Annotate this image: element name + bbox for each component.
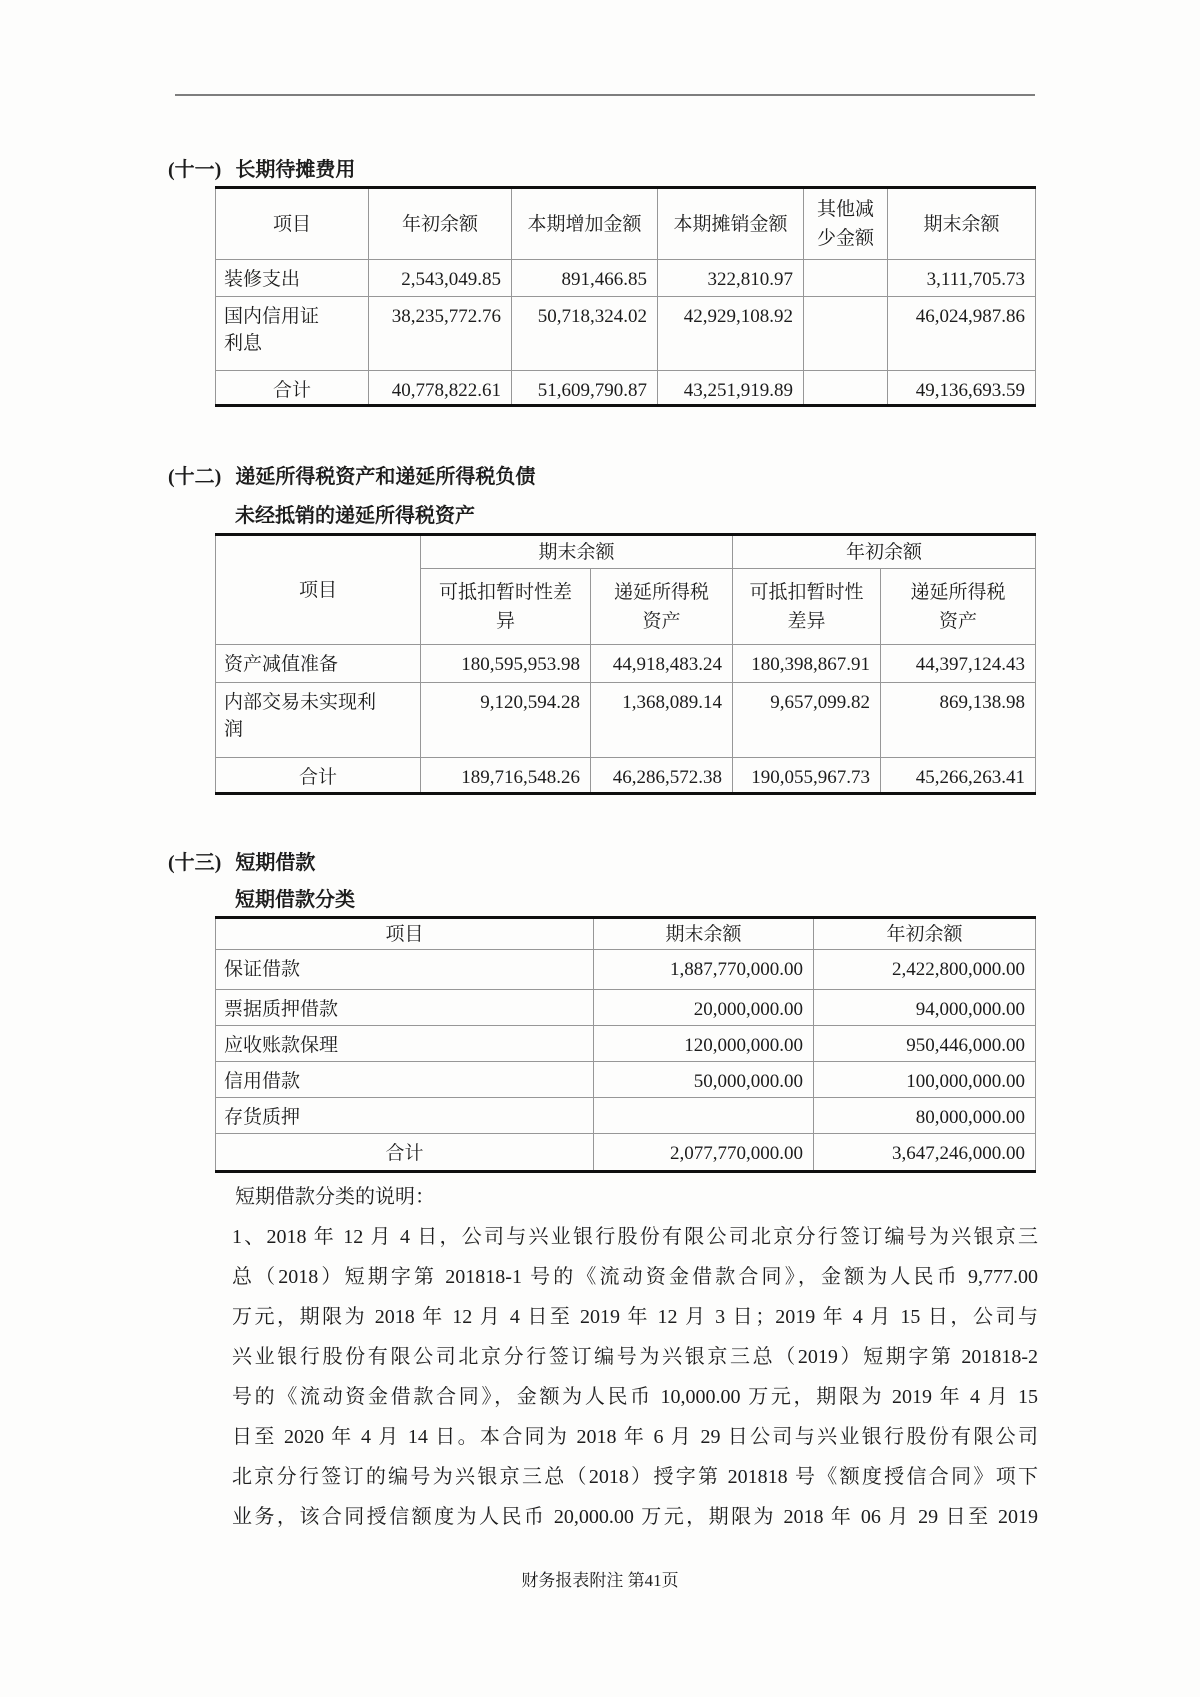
table-group-header-row	[216, 535, 1036, 569]
col-header-period-increase: 本期增加金额	[512, 188, 658, 260]
col-header-closing-balance: 期末余额	[888, 188, 1036, 260]
long-term-deferred-expenses-table	[215, 186, 1036, 407]
group-header-closing-balance: 期末余额	[421, 535, 733, 569]
row-label: 内部交易未实现利润	[216, 683, 421, 758]
col-header-period-amortization: 本期摊销金额	[658, 188, 804, 260]
section-13-subtitle: 短期借款分类	[235, 889, 355, 911]
row-label: 装修支出	[216, 260, 369, 297]
col-header-deductible-temporary-differences: 可抵扣暂时性差异	[733, 569, 881, 645]
col-header-opening-balance: 年初余额	[814, 918, 1036, 950]
section-12-heading	[168, 463, 535, 491]
notes-heading: 短期借款分类的说明：	[235, 1186, 435, 1208]
table-cell: 120,000,000.00	[594, 1026, 814, 1062]
table-cell: 44,918,483.24	[591, 645, 733, 683]
table-cell: 46,024,987.86	[888, 297, 1036, 371]
table-row	[216, 1098, 1036, 1134]
section-12-subtitle: 未经抵销的递延所得税资产	[235, 505, 475, 527]
table-cell: 180,398,867.91	[733, 645, 881, 683]
row-label: 国内信用证利息	[216, 297, 369, 371]
col-header-deductible-temporary-differences: 可抵扣暂时性差异	[421, 569, 591, 645]
table-cell: 94,000,000.00	[814, 990, 1036, 1026]
table-total-row	[216, 1134, 1036, 1172]
table-cell: 322,810.97	[658, 260, 804, 297]
table-cell: 100,000,000.00	[814, 1062, 1036, 1098]
table-cell: 38,235,772.76	[369, 297, 512, 371]
section-12-title: 递延所得税资产和递延所得税负债	[235, 466, 536, 488]
table-cell: 3,111,705.73	[888, 260, 1036, 297]
section-11-heading	[168, 156, 355, 184]
table-cell: 9,657,099.82	[733, 683, 881, 758]
group-header-opening-balance: 年初余额	[733, 535, 1036, 569]
table-row	[216, 1062, 1036, 1098]
col-header-opening-balance: 年初余额	[369, 188, 512, 260]
table-total-row	[216, 371, 1036, 406]
table-row	[216, 683, 1036, 758]
col-header-item: 项目	[216, 918, 594, 950]
note-1-line: 1、2018 年 12 月 4 日，公司与兴业银行股份有限公司北京分行签订编号为兴银京三	[232, 1226, 1038, 1248]
page-header-rule	[175, 94, 1035, 96]
table-cell: 46,286,572.38	[591, 758, 733, 794]
row-label: 票据质押借款	[216, 990, 594, 1026]
section-11-number: (十一)	[168, 159, 222, 181]
table-row	[216, 950, 1036, 990]
total-label: 合计	[216, 1134, 594, 1172]
note-1-line: 号的《流动资金借款合同》，金额为人民币 10,000.00 万元，期限为 2019 年 4 月 15	[232, 1386, 1038, 1408]
table-cell: 51,609,790.87	[512, 371, 658, 406]
table-cell: 2,543,049.85	[369, 260, 512, 297]
deferred-tax-assets-table	[215, 533, 1036, 795]
section-13-number: (十三)	[168, 852, 222, 874]
table-row	[216, 297, 1036, 371]
table-cell: 80,000,000.00	[814, 1098, 1036, 1134]
col-header-closing-balance: 期末余额	[594, 918, 814, 950]
table-cell: 20,000,000.00	[594, 990, 814, 1026]
short-term-borrowings-table	[215, 916, 1036, 1173]
col-header-item: 项目	[216, 188, 369, 260]
table-cell-empty	[594, 1098, 814, 1134]
table-cell: 2,077,770,000.00	[594, 1134, 814, 1172]
table-cell: 1,887,770,000.00	[594, 950, 814, 990]
table-header-row	[216, 188, 1036, 260]
row-label: 资产减值准备	[216, 645, 421, 683]
table-total-row	[216, 758, 1036, 794]
page-footer: 财务报表附注 第41页	[521, 1571, 679, 1590]
col-header-other-decrease: 其他减少金额	[804, 188, 888, 260]
table-header-row	[216, 918, 1036, 950]
note-1-line: 北京分行签订的编号为兴银京三总（2018）授字第 201818 号《额度授信合同》项下	[232, 1466, 1038, 1488]
row-label: 应收账款保理	[216, 1026, 594, 1062]
total-label: 合计	[216, 758, 421, 794]
table-row	[216, 990, 1036, 1026]
col-header-item: 项目	[216, 535, 421, 645]
note-1-line: 业务，该合同授信额度为人民币 20,000.00 万元，期限为 2018 年 06 月 29 日至 2019	[232, 1506, 1038, 1528]
table-cell: 180,595,953.98	[421, 645, 591, 683]
table-row	[216, 1026, 1036, 1062]
table-row	[216, 645, 1036, 683]
section-11-title: 长期待摊费用	[235, 159, 356, 181]
note-1-line: 兴业银行股份有限公司北京分行签订编号为兴银京三总（2019）短期字第 201818-2	[232, 1346, 1038, 1368]
row-label: 信用借款	[216, 1062, 594, 1098]
table-cell: 9,120,594.28	[421, 683, 591, 758]
table-cell: 869,138.98	[881, 683, 1036, 758]
table-cell: 45,266,263.41	[881, 758, 1036, 794]
section-13-heading	[168, 849, 315, 877]
note-1-line: 万元，期限为 2018 年 12 月 4 日至 2019 年 12 月 3 日；2019 年 4 月 15 日，公司与	[232, 1306, 1038, 1328]
row-label: 存货质押	[216, 1098, 594, 1134]
table-cell: 43,251,919.89	[658, 371, 804, 406]
table-cell: 42,929,108.92	[658, 297, 804, 371]
table-cell: 2,422,800,000.00	[814, 950, 1036, 990]
table-cell: 1,368,089.14	[591, 683, 733, 758]
table-cell: 44,397,124.43	[881, 645, 1036, 683]
row-label: 保证借款	[216, 950, 594, 990]
table-cell: 50,000,000.00	[594, 1062, 814, 1098]
table-row	[216, 260, 1036, 297]
table-cell: 190,055,967.73	[733, 758, 881, 794]
table-cell: 49,136,693.59	[888, 371, 1036, 406]
section-13-title: 短期借款	[235, 852, 316, 874]
table-cell: 189,716,548.26	[421, 758, 591, 794]
note-1-line: 日至 2020 年 4 月 14 日。本合同为 2018 年 6 月 29 日公司与兴业银行股份有限公司	[232, 1426, 1038, 1448]
col-header-deferred-tax-assets: 递延所得税资产	[881, 569, 1036, 645]
table-cell: 891,466.85	[512, 260, 658, 297]
section-12-number: (十二)	[168, 466, 222, 488]
table-cell: 950,446,000.00	[814, 1026, 1036, 1062]
table-cell: 40,778,822.61	[369, 371, 512, 406]
total-label: 合计	[216, 371, 369, 406]
table-cell-empty	[804, 297, 888, 371]
note-1-line: 总（2018）短期字第 201818-1 号的《流动资金借款合同》，金额为人民币 9,777.00	[232, 1266, 1038, 1288]
table-cell: 50,718,324.02	[512, 297, 658, 371]
table-cell: 3,647,246,000.00	[814, 1134, 1036, 1172]
note-1-paragraph	[232, 1217, 1038, 1537]
col-header-deferred-tax-assets: 递延所得税资产	[591, 569, 733, 645]
table-cell-empty	[804, 371, 888, 406]
table-cell-empty	[804, 260, 888, 297]
